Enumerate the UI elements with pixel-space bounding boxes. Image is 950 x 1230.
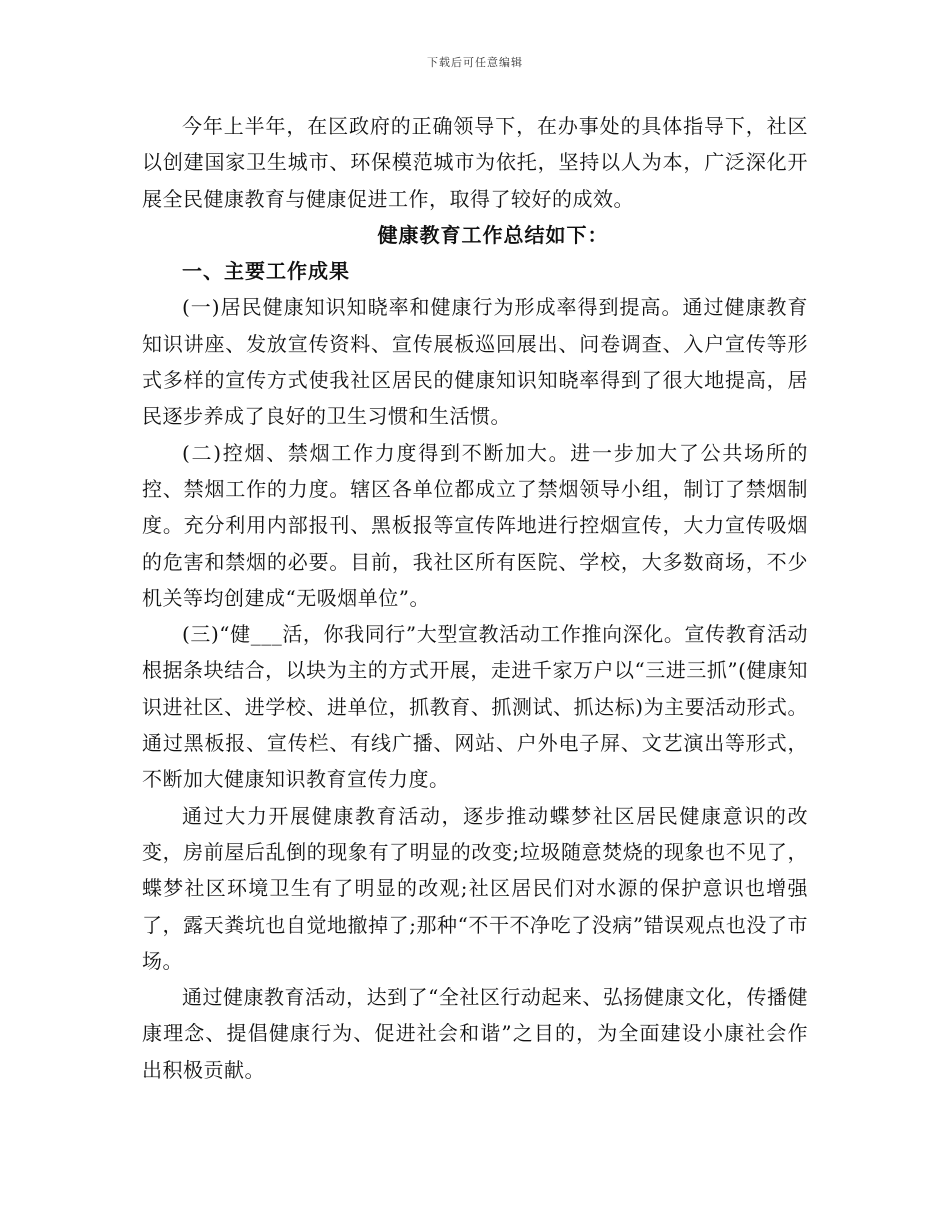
item-paragraph-2: (二)控烟、禁烟工作力度得到不断加大。进一步加大了公共场所的控、禁烟工作的力度。辖区各单位都成立了禁烟领导小组，制订了禁烟制度。充分利用内部报刊、黑板报等宣传阵地进行控烟宣传，大力宣传吸烟的危害和禁烟的必要。目前，我社区所有医院、学校，大多数商场，不少机关等均创建成“无吸烟单位”。: [142, 440, 808, 610]
result-paragraph-1: 通过大力开展健康教育活动，逐步推动蝶梦社区居民健康意识的改变，房前屋后乱倒的现象有了明显的改变;垃圾随意焚烧的现象也不见了，蝶梦社区环境卫生有了明显的改观;社区居民们对水源的保护意识也增强了，露天粪坑也自觉地撤掉了;那种“不干不净吃了没病”错误观点也没了市场。: [142, 803, 808, 973]
result-paragraph-2: 通过健康教育活动，达到了“全社区行动起来、弘扬健康文化，传播健康理念、提倡健康行为、促进社会和谐”之目的，为全面建设小康社会作出积极贡献。: [142, 985, 808, 1082]
item-paragraph-3: (三)“健___活，你我同行”大型宣教活动工作推向深化。宣传教育活动根据条块结合，以块为主的方式开展，走进千家万户以“三进三抓”(健康知识进社区、进学校、进单位，抓教育、抓测试、抓达标)为主要活动形式。通过黑板报、宣传栏、有线广播、网站、户外电子屏、文艺演出等形式，不断加大健康知识教育宣传力度。: [142, 622, 808, 792]
header-note: 下载后可任意编辑: [427, 56, 523, 69]
intro-paragraph: 今年上半年，在区政府的正确领导下，在办事处的具体指导下，社区以创建国家卫生城市、环保模范城市为依托，坚持以人为本，广泛深化开展全民健康教育与健康促进工作，取得了较好的成效。: [142, 114, 808, 211]
summary-title: 健康教育工作总结如下：: [377, 222, 609, 247]
document-body: [142, 108, 808, 1088]
item-paragraph-1: (一)居民健康知识知晓率和健康行为形成率得到提高。通过健康教育知识讲座、发放宣传资料、宣传展板巡回展出、问卷调查、入户宣传等形式多样的宣传方式使我社区居民的健康知识知晓率得到了很大地提高，居民逐步养成了良好的卫生习惯和生活惯。: [142, 295, 808, 429]
section-heading-main-results: 一、主要工作成果: [182, 259, 350, 284]
